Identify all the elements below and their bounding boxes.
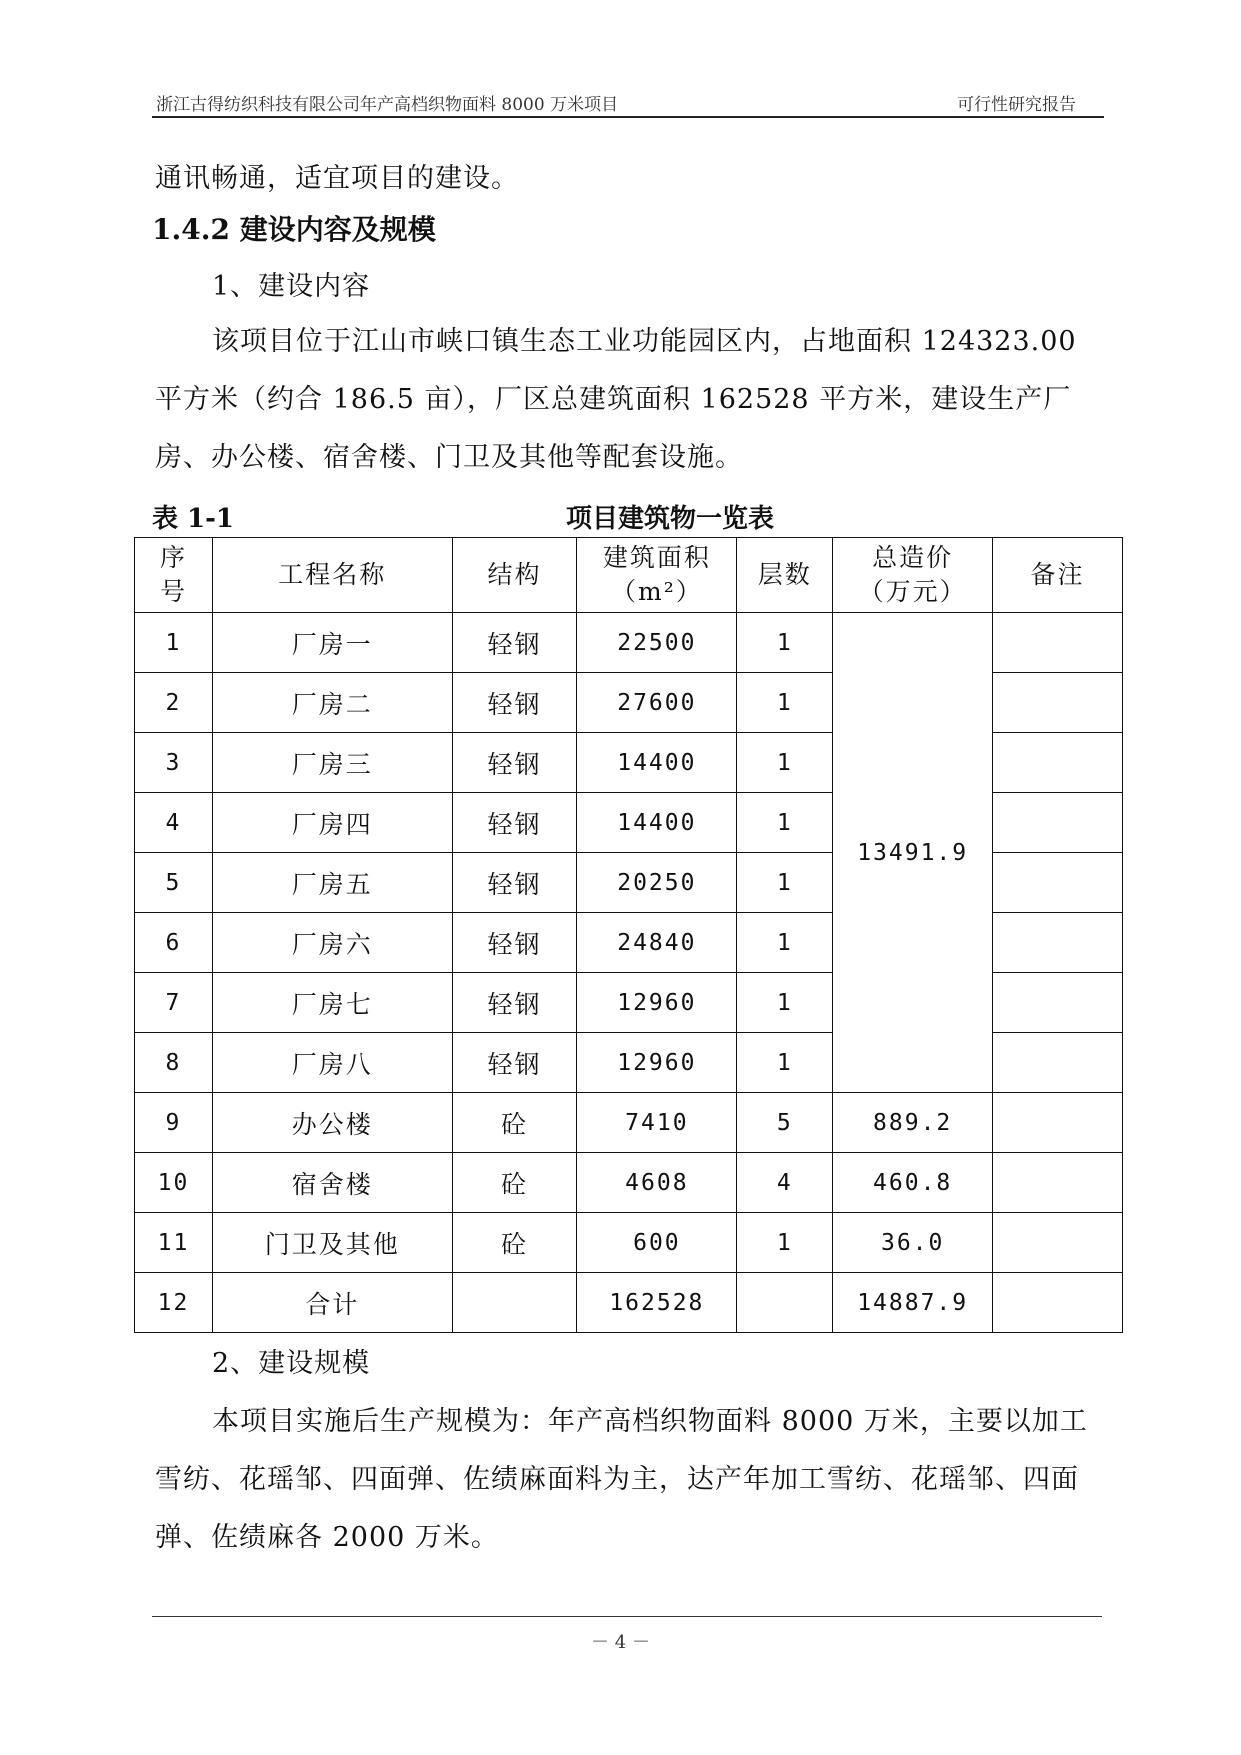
cell-name: 厂房三	[212, 733, 452, 793]
cell-structure: 轻钢	[452, 973, 577, 1033]
cell-note	[993, 613, 1123, 673]
table-row	[135, 1153, 1123, 1213]
cell-cost: 460.8	[833, 1153, 993, 1213]
cell-floors: 4	[737, 1153, 833, 1213]
cell-seq: 4	[135, 793, 213, 853]
cell-seq: 6	[135, 913, 213, 973]
cell-note	[993, 673, 1123, 733]
cell-note	[993, 1033, 1123, 1093]
cell-seq: 3	[135, 733, 213, 793]
header-project-title: 浙江古得纺织科技有限公司年产高档织物面料 8000 万米项目	[156, 95, 619, 115]
subheading-construction-content: 1、建设内容	[212, 271, 371, 302]
cell-structure: 轻钢	[452, 733, 577, 793]
header-note: 备注	[993, 538, 1123, 613]
page-number: － 4 －	[591, 1632, 650, 1653]
cell-structure: 轻钢	[452, 1033, 577, 1093]
cell-floors: 1	[737, 733, 833, 793]
cell-note	[993, 913, 1123, 973]
cell-structure: 轻钢	[452, 913, 577, 973]
cell-name: 厂房一	[212, 613, 452, 673]
cell-note	[993, 793, 1123, 853]
cell-area: 12960	[577, 1033, 737, 1093]
cell-seq: 2	[135, 673, 213, 733]
cell-note	[993, 1273, 1123, 1333]
paragraph-construction-content: 该项目位于江山市峡口镇生态工业功能园区内，占地面积 124323.00 平方米（约合 186.5 亩），厂区总建筑面积 162528 平方米，建设生产厂房、办公楼、宿舍楼、门卫及其他等配套设施。	[155, 326, 1077, 473]
cell-structure: 轻钢	[452, 673, 577, 733]
cell-note	[993, 733, 1123, 793]
table-row-total	[135, 1273, 1123, 1333]
cell-name: 门卫及其他	[212, 1213, 452, 1273]
cell-seq: 5	[135, 853, 213, 913]
cell-area: 4608	[577, 1153, 737, 1213]
paragraph-construction-scale: 本项目实施后生产规模为：年产高档织物面料 8000 万米，主要以加工雪纺、花瑶邹、四面弹、佐绩麻面料为主，达产年加工雪纺、花瑶邹、四面弹、佐绩麻各 2000 万米。	[155, 1406, 1088, 1553]
cell-floors: 5	[737, 1093, 833, 1153]
cell-floors: 1	[737, 793, 833, 853]
cell-area: 22500	[577, 613, 737, 673]
cell-cost: 14887.9	[833, 1273, 993, 1333]
cell-structure: 砼	[452, 1153, 577, 1213]
cell-name: 办公楼	[212, 1093, 452, 1153]
cell-floors: 1	[737, 673, 833, 733]
cell-structure: 轻钢	[452, 793, 577, 853]
cell-area: 14400	[577, 793, 737, 853]
header-seq: 序 号	[135, 538, 213, 613]
table-title: 项目建筑物一览表	[566, 504, 775, 534]
cell-floors: 1	[737, 1033, 833, 1093]
cell-floors: 1	[737, 973, 833, 1033]
header-report-type: 可行性研究报告	[957, 95, 1076, 115]
cell-area: 20250	[577, 853, 737, 913]
cell-name: 厂房八	[212, 1033, 452, 1093]
cell-cost-merged: 13491.9	[833, 613, 993, 1093]
cell-structure	[452, 1273, 577, 1333]
cell-area: 600	[577, 1213, 737, 1273]
cell-floors	[737, 1273, 833, 1333]
table-header-row	[135, 538, 1123, 613]
cell-note	[993, 973, 1123, 1033]
header-cost: 总造价 （万元）	[833, 538, 993, 613]
cell-seq: 7	[135, 973, 213, 1033]
cell-area: 14400	[577, 733, 737, 793]
cell-area: 27600	[577, 673, 737, 733]
cell-seq: 11	[135, 1213, 213, 1273]
cell-structure: 轻钢	[452, 853, 577, 913]
cell-note	[993, 1213, 1123, 1273]
cell-structure: 轻钢	[452, 613, 577, 673]
cell-area: 162528	[577, 1273, 737, 1333]
header-floors: 层数	[737, 538, 833, 613]
cell-seq: 8	[135, 1033, 213, 1093]
cell-name: 厂房七	[212, 973, 452, 1033]
page-header	[152, 84, 1104, 118]
header-structure: 结构	[452, 538, 577, 613]
cell-name: 宿舍楼	[212, 1153, 452, 1213]
cell-name: 合计	[212, 1273, 452, 1333]
cell-name: 厂房四	[212, 793, 452, 853]
cell-name: 厂房六	[212, 913, 452, 973]
footer-divider	[152, 1616, 1102, 1617]
subheading-construction-scale: 2、建设规模	[212, 1348, 371, 1379]
cell-floors: 1	[737, 613, 833, 673]
table-row	[135, 613, 1123, 673]
header-area: 建筑面积 （m²）	[577, 538, 737, 613]
cell-area: 7410	[577, 1093, 737, 1153]
cell-seq: 12	[135, 1273, 213, 1333]
cell-cost: 889.2	[833, 1093, 993, 1153]
cell-area: 24840	[577, 913, 737, 973]
cell-note	[993, 853, 1123, 913]
cell-area: 12960	[577, 973, 737, 1033]
table-row	[135, 1093, 1123, 1153]
cell-cost: 36.0	[833, 1213, 993, 1273]
table-label: 表 1-1	[152, 504, 235, 534]
cell-note	[993, 1153, 1123, 1213]
cell-floors: 1	[737, 853, 833, 913]
cell-seq: 1	[135, 613, 213, 673]
cell-name: 厂房二	[212, 673, 452, 733]
cell-note	[993, 1093, 1123, 1153]
cell-structure: 砼	[452, 1093, 577, 1153]
cell-name: 厂房五	[212, 853, 452, 913]
table-row	[135, 1213, 1123, 1273]
cell-seq: 9	[135, 1093, 213, 1153]
cell-seq: 10	[135, 1153, 213, 1213]
cell-structure: 砼	[452, 1213, 577, 1273]
cell-floors: 1	[737, 1213, 833, 1273]
cell-floors: 1	[737, 913, 833, 973]
header-name: 工程名称	[212, 538, 452, 613]
intro-line: 通讯畅通，适宜项目的建设。	[155, 163, 519, 194]
section-title: 1.4.2 建设内容及规模	[152, 213, 436, 246]
buildings-table	[134, 537, 1123, 1333]
